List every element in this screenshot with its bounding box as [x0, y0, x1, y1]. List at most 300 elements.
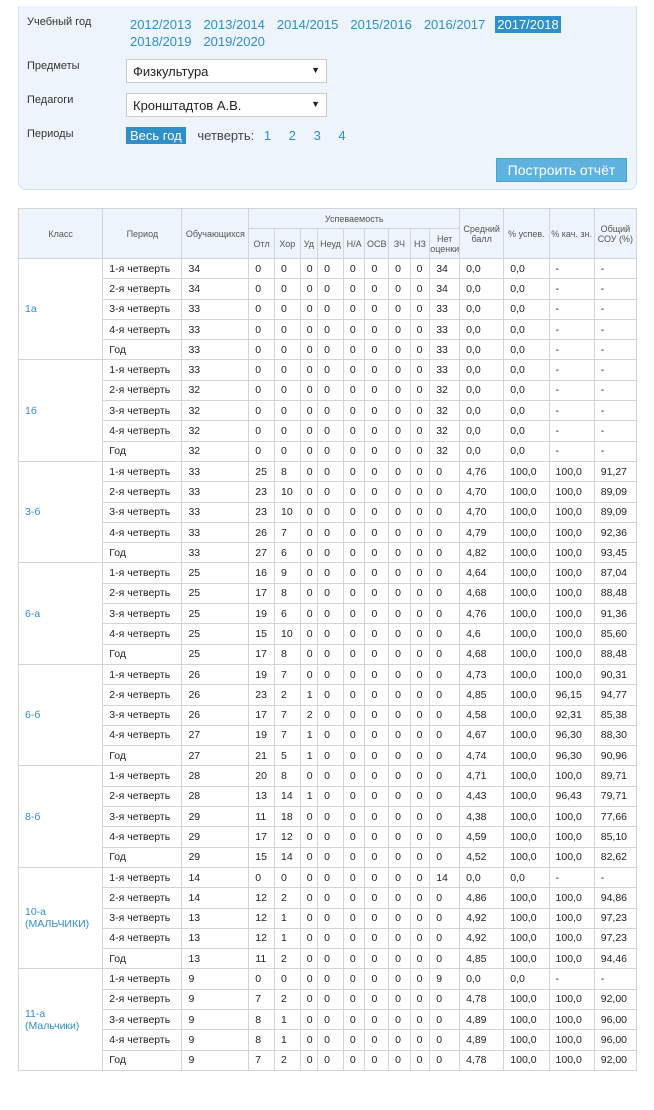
value-cell: 0 [389, 705, 411, 725]
value-cell: 33 [430, 360, 460, 380]
value-cell: 0 [389, 888, 411, 908]
value-cell: 0 [410, 380, 430, 400]
value-cell: 79,71 [594, 786, 636, 806]
value-cell: 9 [182, 1030, 249, 1050]
value-cell: 0,0 [504, 279, 549, 299]
value-cell: 96,30 [549, 725, 594, 745]
value-cell: 13 [182, 928, 249, 948]
value-cell: 0 [430, 1050, 460, 1070]
value-cell: - [594, 259, 636, 279]
year-link[interactable]: 2019/2020 [203, 34, 265, 49]
period-cell: 2-я четверть [103, 583, 182, 603]
value-cell: 12 [274, 827, 300, 847]
value-cell: 0 [365, 259, 389, 279]
value-cell: 13 [249, 786, 275, 806]
value-cell: 0 [343, 766, 365, 786]
value-cell: 0 [365, 401, 389, 421]
value-cell: 100,0 [504, 543, 549, 563]
value-cell: 8 [249, 1030, 275, 1050]
value-cell: 0 [274, 340, 300, 360]
table-row [19, 867, 637, 887]
value-cell: 0 [343, 827, 365, 847]
header-otl: Отл [249, 229, 275, 259]
value-cell: 0 [389, 928, 411, 948]
table-row [19, 624, 637, 644]
value-cell: 10 [274, 502, 300, 522]
value-cell: 0 [343, 867, 365, 887]
value-cell: 0 [389, 1050, 411, 1070]
value-cell: 0 [389, 969, 411, 989]
period-cell: 1-я четверть [103, 766, 182, 786]
value-cell: 0 [430, 604, 460, 624]
value-cell: 0 [365, 867, 389, 887]
value-cell: 0 [410, 522, 430, 542]
table-row [19, 259, 637, 279]
value-cell: 0 [343, 989, 365, 1009]
header-no-grade: Нет оценки [430, 229, 460, 259]
value-cell: 92,00 [594, 1050, 636, 1070]
period-cell: 3-я четверть [103, 502, 182, 522]
value-cell: 25 [249, 461, 275, 481]
year-link[interactable]: 2018/2019 [130, 34, 192, 49]
value-cell: 0 [343, 543, 365, 563]
value-cell: 0 [410, 725, 430, 745]
value-cell: 0 [430, 1009, 460, 1029]
value-cell: 0 [343, 340, 365, 360]
value-cell: 8 [249, 1009, 275, 1029]
value-cell: 85,38 [594, 705, 636, 725]
value-cell: 8 [274, 644, 300, 664]
class-link[interactable]: 1а [19, 259, 103, 360]
value-cell: 1 [274, 1030, 300, 1050]
value-cell: 0 [249, 867, 275, 887]
header-zch: ЗЧ [389, 229, 411, 259]
value-cell: 0 [389, 563, 411, 583]
value-cell: 4,73 [460, 664, 504, 684]
value-cell: 0 [318, 847, 344, 867]
value-cell: 0 [365, 949, 389, 969]
value-cell: 8 [274, 583, 300, 603]
value-cell: 0 [389, 502, 411, 522]
value-cell: 100,0 [504, 644, 549, 664]
value-cell: 0 [300, 807, 317, 827]
value-cell: 4,76 [460, 461, 504, 481]
value-cell: 0,0 [504, 259, 549, 279]
value-cell: 0 [389, 319, 411, 339]
table-row [19, 766, 637, 786]
value-cell: 34 [182, 259, 249, 279]
value-cell: 0,0 [460, 421, 504, 441]
value-cell: 0 [249, 340, 275, 360]
value-cell: 88,48 [594, 644, 636, 664]
value-cell: 0 [300, 1050, 317, 1070]
value-cell: 0 [318, 989, 344, 1009]
value-cell: 0 [274, 380, 300, 400]
value-cell: 89,09 [594, 502, 636, 522]
year-link[interactable]: 2014/2015 [276, 17, 339, 32]
value-cell: 0 [410, 786, 430, 806]
value-cell: 0 [365, 685, 389, 705]
value-cell: 7 [274, 522, 300, 542]
class-link[interactable]: 1б [19, 360, 103, 461]
value-cell: 0 [389, 766, 411, 786]
period-cell: 1-я четверть [103, 461, 182, 481]
value-cell: 0 [365, 421, 389, 441]
value-cell: 0 [300, 482, 317, 502]
value-cell: 2 [274, 989, 300, 1009]
period-cell: 3-я четверть [103, 908, 182, 928]
value-cell: 100,0 [549, 461, 594, 481]
value-cell: 88,30 [594, 725, 636, 745]
value-cell: 0 [410, 847, 430, 867]
value-cell: 0 [343, 583, 365, 603]
value-cell: 15 [249, 624, 275, 644]
value-cell: 4,85 [460, 685, 504, 705]
value-cell: 4,70 [460, 502, 504, 522]
table-row [19, 583, 637, 603]
table-row [19, 401, 637, 421]
teacher-select[interactable] [126, 93, 327, 117]
value-cell: 90,31 [594, 664, 636, 684]
value-cell: 2 [274, 685, 300, 705]
value-cell: 9 [182, 1009, 249, 1029]
value-cell: 0 [343, 380, 365, 400]
value-cell: 1 [274, 908, 300, 928]
value-cell: 0 [274, 441, 300, 461]
value-cell: 0 [410, 685, 430, 705]
period-cell: Год [103, 847, 182, 867]
value-cell: 0 [300, 461, 317, 481]
period-cell: Год [103, 644, 182, 664]
value-cell: 0 [410, 888, 430, 908]
period-cell: Год [103, 746, 182, 766]
value-cell: 0 [365, 1009, 389, 1029]
table-row [19, 543, 637, 563]
period-cell: 2-я четверть [103, 786, 182, 806]
value-cell: 0,0 [504, 319, 549, 339]
value-cell: 7 [249, 989, 275, 1009]
period-cell: 4-я четверть [103, 421, 182, 441]
value-cell: 0 [410, 827, 430, 847]
value-cell: 23 [249, 482, 275, 502]
value-cell: 0 [300, 1009, 317, 1029]
value-cell: 0 [343, 847, 365, 867]
value-cell: 33 [182, 340, 249, 360]
value-cell: 0 [318, 441, 344, 461]
value-cell: 0 [343, 705, 365, 725]
value-cell: 0 [343, 644, 365, 664]
value-cell: - [594, 969, 636, 989]
header-pct-success: % успев. [504, 209, 549, 259]
value-cell: 2 [274, 1050, 300, 1070]
value-cell: 4,71 [460, 766, 504, 786]
table-row [19, 928, 637, 948]
year-link[interactable]: 2017/2018 [497, 17, 559, 32]
value-cell: 0 [410, 949, 430, 969]
value-cell: 0 [389, 1030, 411, 1050]
value-cell: 28 [182, 786, 249, 806]
value-cell: 0 [389, 604, 411, 624]
value-cell: - [594, 360, 636, 380]
value-cell: 0 [410, 604, 430, 624]
value-cell: 15 [249, 847, 275, 867]
value-cell: 34 [430, 259, 460, 279]
value-cell: - [594, 380, 636, 400]
value-cell: 0 [318, 725, 344, 745]
value-cell: 0 [318, 522, 344, 542]
value-cell: 4,38 [460, 807, 504, 827]
value-cell: 0 [300, 360, 317, 380]
build-report-button[interactable]: Построить отчёт [496, 158, 627, 182]
value-cell: 0 [410, 867, 430, 887]
value-cell: 0 [274, 421, 300, 441]
year-list [128, 16, 598, 50]
value-cell: 0 [430, 1030, 460, 1050]
value-cell: 0 [410, 563, 430, 583]
value-cell: 100,0 [504, 461, 549, 481]
value-cell: 0 [389, 989, 411, 1009]
value-cell: 0 [365, 583, 389, 603]
value-cell: 0 [274, 259, 300, 279]
value-cell: 0 [300, 502, 317, 522]
class-link[interactable]: 6-а [19, 563, 103, 664]
value-cell: 100,0 [549, 563, 594, 583]
value-cell: 0 [430, 827, 460, 847]
class-link[interactable]: 3-б [19, 461, 103, 562]
value-cell: 0 [343, 441, 365, 461]
period-cell: 1-я четверть [103, 360, 182, 380]
value-cell: 100,0 [549, 949, 594, 969]
subject-select[interactable] [126, 59, 327, 83]
value-cell: 0 [430, 482, 460, 502]
value-cell: 19 [249, 604, 275, 624]
value-cell: 100,0 [549, 1030, 594, 1050]
value-cell: 4,89 [460, 1009, 504, 1029]
value-cell: 100,0 [549, 928, 594, 948]
value-cell: 100,0 [504, 1050, 549, 1070]
value-cell: 0 [249, 299, 275, 319]
table-row [19, 1050, 637, 1070]
value-cell: 0 [365, 928, 389, 948]
value-cell: 1 [274, 1009, 300, 1029]
value-cell: 4,92 [460, 908, 504, 928]
value-cell: 97,23 [594, 928, 636, 948]
quarter-4[interactable]: 4 [338, 128, 346, 143]
value-cell: 0 [389, 624, 411, 644]
year-label: Учебный год [27, 16, 92, 28]
value-cell: 17 [249, 827, 275, 847]
period-cell: 1-я четверть [103, 563, 182, 583]
quarter-3[interactable]: 3 [313, 128, 321, 143]
value-cell: 32 [182, 421, 249, 441]
period-cell: Год [103, 340, 182, 360]
value-cell: 0 [343, 401, 365, 421]
value-cell: 0 [410, 1030, 430, 1050]
value-cell: 0 [300, 604, 317, 624]
value-cell: 82,62 [594, 847, 636, 867]
value-cell: 7 [274, 705, 300, 725]
table-row [19, 380, 637, 400]
value-cell: - [594, 340, 636, 360]
value-cell: 27 [249, 543, 275, 563]
year-link[interactable]: 2016/2017 [423, 17, 486, 32]
value-cell: 0 [343, 624, 365, 644]
table-row [19, 604, 637, 624]
value-cell: 91,27 [594, 461, 636, 481]
value-cell: 0 [365, 1030, 389, 1050]
value-cell: 0 [318, 867, 344, 887]
value-cell: 100,0 [504, 746, 549, 766]
value-cell: 0 [300, 827, 317, 847]
value-cell: 0 [430, 807, 460, 827]
value-cell: 0 [343, 299, 365, 319]
value-cell: - [549, 969, 594, 989]
value-cell: 0 [430, 888, 460, 908]
value-cell: 33 [430, 340, 460, 360]
value-cell: 14 [182, 867, 249, 887]
value-cell: 0,0 [504, 380, 549, 400]
period-cell: 4-я четверть [103, 1030, 182, 1050]
value-cell: 100,0 [504, 685, 549, 705]
value-cell: 4,43 [460, 786, 504, 806]
value-cell: 92,36 [594, 522, 636, 542]
value-cell: - [549, 867, 594, 887]
value-cell: 96,00 [594, 1030, 636, 1050]
value-cell: 0 [389, 685, 411, 705]
header-period: Период [103, 209, 182, 259]
value-cell: 0 [318, 380, 344, 400]
year-link[interactable]: 2012/2013 [130, 17, 192, 32]
value-cell: 100,0 [504, 807, 549, 827]
value-cell: 32 [182, 441, 249, 461]
value-cell: 0 [318, 664, 344, 684]
table-row [19, 340, 637, 360]
value-cell: 0 [365, 604, 389, 624]
period-cell: 3-я четверть [103, 1009, 182, 1029]
year-link[interactable]: 2013/2014 [203, 17, 265, 32]
value-cell: 0 [365, 319, 389, 339]
quarter-1[interactable]: 1 [263, 128, 272, 143]
value-cell: 0,0 [460, 299, 504, 319]
value-cell: 17 [249, 583, 275, 603]
value-cell: 100,0 [504, 624, 549, 644]
value-cell: 0 [343, 1030, 365, 1050]
table-row [19, 1030, 637, 1050]
class-link[interactable]: 10-а (МАЛЬЧИКИ) [19, 867, 103, 968]
value-cell: 77,66 [594, 807, 636, 827]
period-cell: 3-я четверть [103, 604, 182, 624]
class-link[interactable]: 11-а (Мальчики) [19, 969, 103, 1070]
value-cell: 0 [410, 340, 430, 360]
value-cell: 4,92 [460, 928, 504, 948]
value-cell: 0 [365, 664, 389, 684]
value-cell: 0 [410, 319, 430, 339]
value-cell: 0 [389, 360, 411, 380]
table-row [19, 847, 637, 867]
value-cell: 0 [343, 482, 365, 502]
value-cell: 4,78 [460, 989, 504, 1009]
value-cell: 0 [318, 461, 344, 481]
value-cell: 2 [274, 949, 300, 969]
value-cell: 0 [300, 319, 317, 339]
value-cell: 0 [343, 502, 365, 522]
header-neud: Неуд [318, 229, 344, 259]
period-cell: 2-я четверть [103, 380, 182, 400]
value-cell: 0 [300, 522, 317, 542]
value-cell: 0,0 [460, 259, 504, 279]
value-cell: 0 [318, 685, 344, 705]
value-cell: 92,31 [549, 705, 594, 725]
class-link[interactable]: 8-б [19, 766, 103, 867]
value-cell: 100,0 [504, 888, 549, 908]
value-cell: 1 [300, 786, 317, 806]
value-cell: 0 [430, 583, 460, 603]
year-link[interactable]: 2015/2016 [350, 17, 412, 32]
value-cell: 88,48 [594, 583, 636, 603]
value-cell: 33 [182, 319, 249, 339]
value-cell: 0 [300, 421, 317, 441]
value-cell: 0 [318, 1030, 344, 1050]
value-cell: 17 [249, 705, 275, 725]
value-cell: 0 [300, 279, 317, 299]
value-cell: 0 [389, 380, 411, 400]
period-cell: Год [103, 1050, 182, 1070]
value-cell: 9 [182, 989, 249, 1009]
period-cell: 2-я четверть [103, 482, 182, 502]
value-cell: 0 [389, 664, 411, 684]
value-cell: 7 [274, 664, 300, 684]
class-link[interactable]: 6-б [19, 664, 103, 765]
value-cell: 0 [318, 543, 344, 563]
period-cell: 1-я четверть [103, 664, 182, 684]
value-cell: 0 [365, 908, 389, 928]
value-cell: 0 [389, 908, 411, 928]
value-cell: 0 [318, 1050, 344, 1070]
table-row [19, 725, 637, 745]
value-cell: 33 [182, 482, 249, 502]
value-cell: 4,67 [460, 725, 504, 745]
value-cell: 94,77 [594, 685, 636, 705]
value-cell: 0 [410, 441, 430, 461]
value-cell: 100,0 [504, 664, 549, 684]
value-cell: 0 [318, 583, 344, 603]
value-cell: 0 [249, 441, 275, 461]
quarter-2[interactable]: 2 [288, 128, 296, 143]
value-cell: 16 [249, 563, 275, 583]
value-cell: 0 [318, 340, 344, 360]
value-cell: 0 [365, 644, 389, 664]
value-cell: 1 [300, 685, 317, 705]
value-cell: - [594, 441, 636, 461]
value-cell: 32 [182, 401, 249, 421]
value-cell: 0,0 [460, 441, 504, 461]
table-row [19, 522, 637, 542]
value-cell: 0 [300, 928, 317, 948]
value-cell: 100,0 [504, 1030, 549, 1050]
value-cell: 0 [410, 461, 430, 481]
period-all-year[interactable]: Весь год [126, 127, 186, 144]
value-cell: 0 [365, 969, 389, 989]
value-cell: 0 [274, 319, 300, 339]
value-cell: 0 [410, 644, 430, 664]
value-cell: 0,0 [460, 340, 504, 360]
table-row [19, 279, 637, 299]
value-cell: 94,46 [594, 949, 636, 969]
value-cell: 0 [365, 502, 389, 522]
value-cell: 1 [300, 725, 317, 745]
value-cell: 0 [410, 928, 430, 948]
value-cell: 0 [318, 604, 344, 624]
